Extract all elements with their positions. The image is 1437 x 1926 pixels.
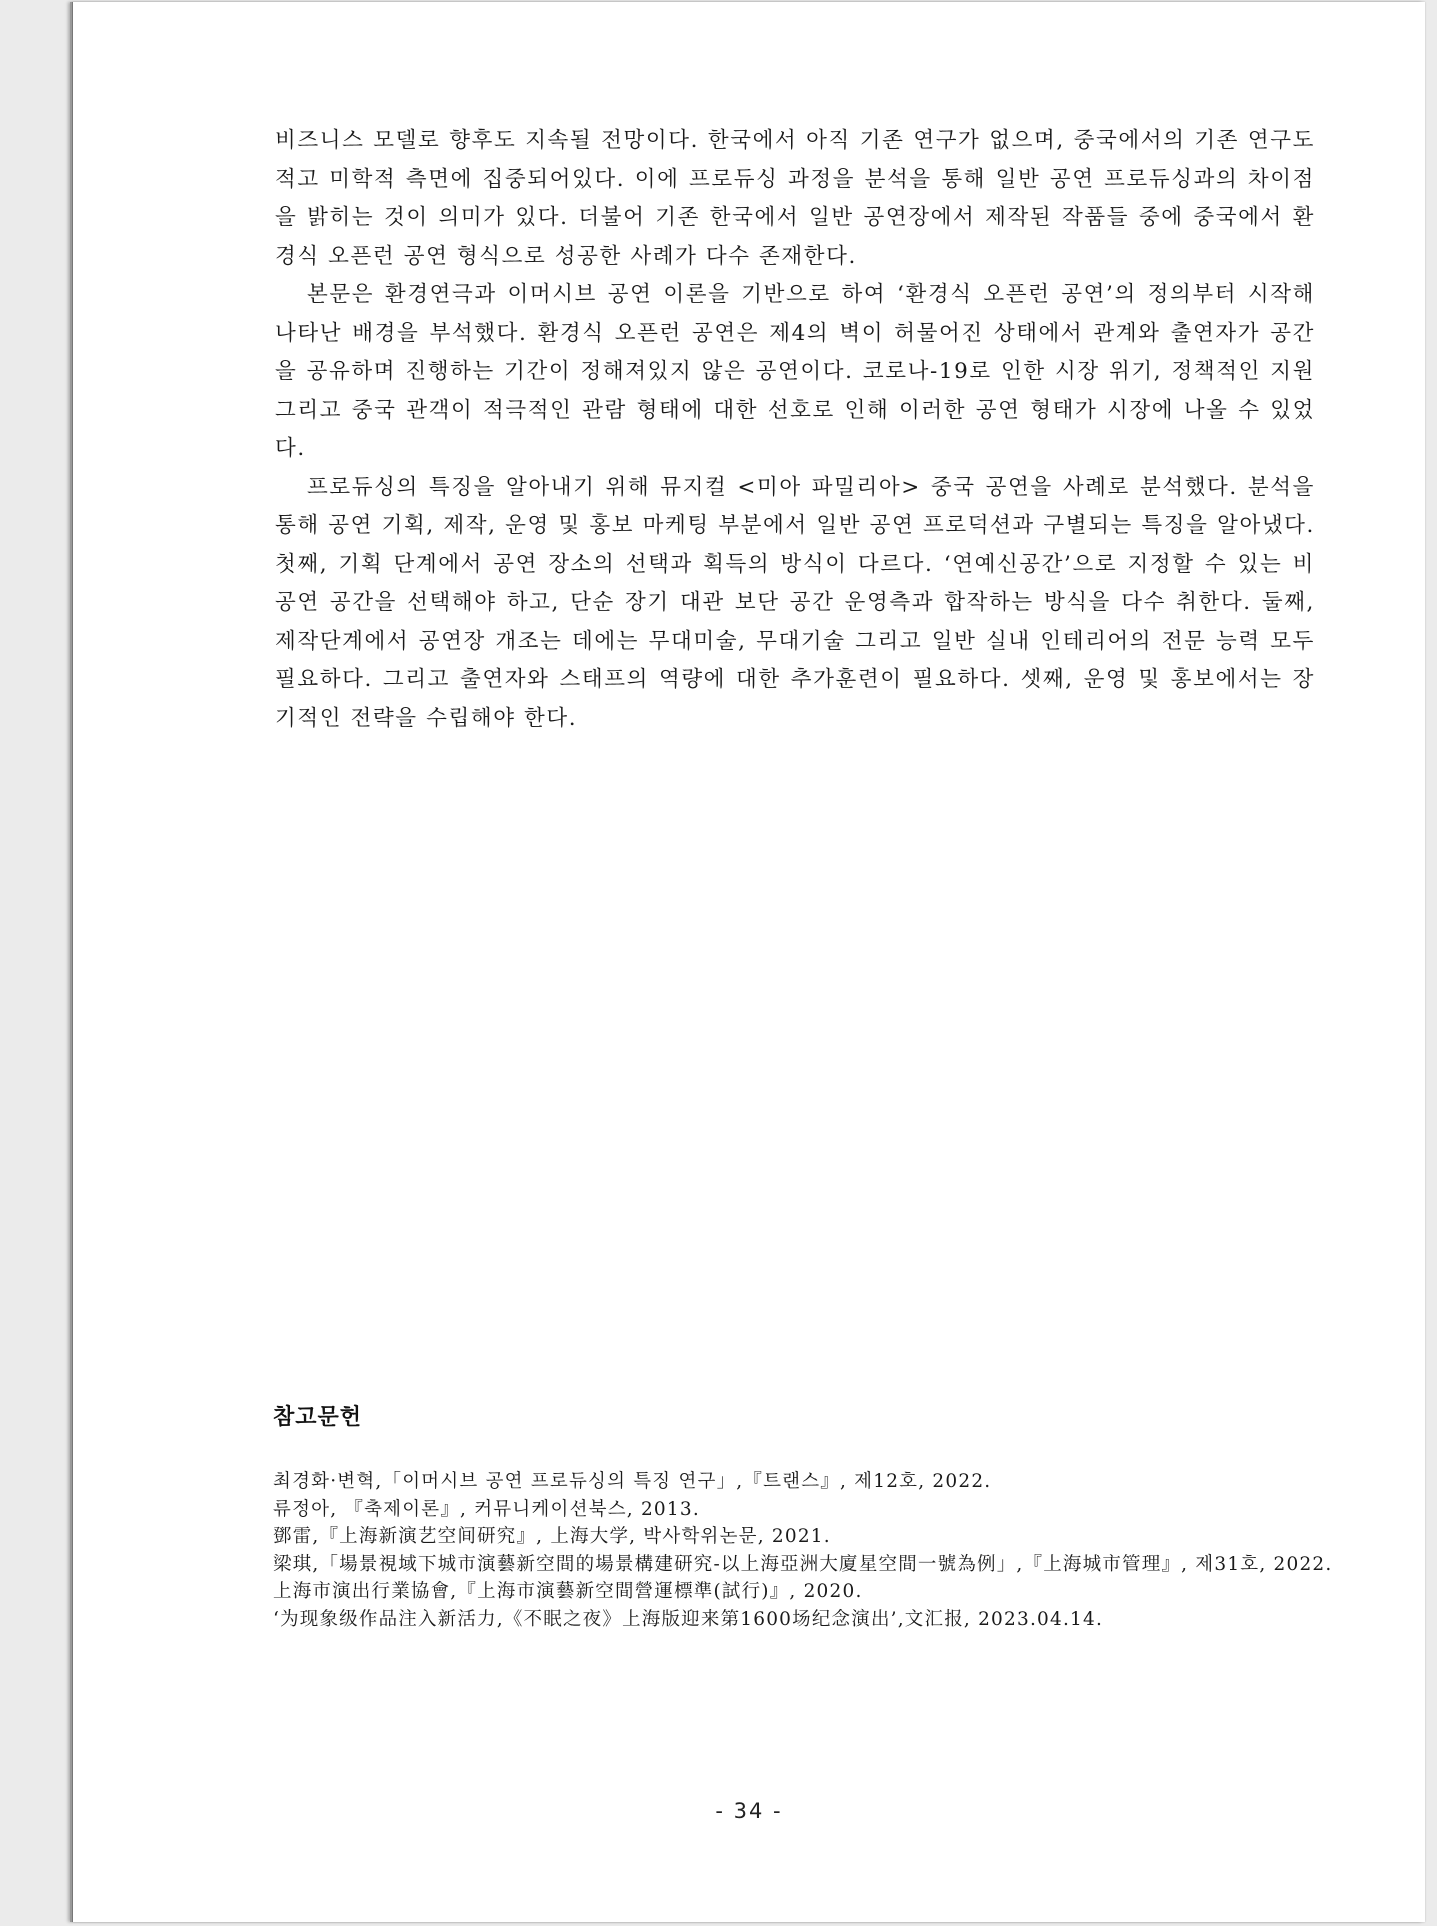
references-list (273, 1468, 1333, 1633)
document-page (72, 2, 1425, 1922)
reference-item: ‘为现象级作品注入新活力,《不眠之夜》上海版迎来第1600场纪念演出’,文汇报, 2023.04.14. (273, 1608, 1104, 1630)
reference-item: 鄧雷,『上海新演艺空间研究』, 上海大学, 박사학위논문, 2021. (273, 1526, 831, 1547)
page-number: - 34 - (715, 1799, 783, 1823)
reference-item: 上海市演出行業協會,『上海市演藝新空間營運標準(試行)』, 2020. (273, 1581, 863, 1602)
references-heading: 참고문헌 (273, 1404, 363, 1430)
paragraph-1: 비즈니스 모델로 향후도 지속될 전망이다. 한국에서 아직 기존 연구가 없으며, 중국에서의 기존 연구도 적고 미학적 측면에 집중되어있다. 이에 프로듀싱 과정을 분석을 통해 일반 공연 프로듀싱과의 차이점을 밝히는 것이 의미가 있다. 더불어 기존 한국에서 일반 공연장에서 제작된 작품들 중에 중국에서 환경식 오픈런 공연 형식으로 성공한 사례가 다수 존재한다. (275, 128, 1315, 269)
reference-item: 梁琪,「場景視域下城市演藝新空間的場景構建研究-以上海亞洲大廈星空間一號為例」,『上海城市管理』, 제31호, 2022. (273, 1553, 1333, 1575)
paragraph-3: 프로듀싱의 특징을 알아내기 위해 뮤지컬 <미아 파밀리아> 중국 공연을 사례로 분석했다. 분석을 통해 공연 기획, 제작, 운영 및 홍보 마케팅 부분에서 일반 공연 프로덕션과 구별되는 특징을 알아냈다. 첫째, 기획 단계에서 공연 장소의 선택과 획득의 방식이 다르다. ‘연예신공간’으로 지정할 수 있는 비 공연 공간을 선택해야 하고, 단순 장기 대관 보단 공간 운영측과 합작하는 방식을 다수 취한다. 둘째, 제작단계에서 공연장 개조는 데에는 무대미술, 무대기술 그리고 일반 실내 인테리어의 전문 능력 모두 필요하다. 그리고 출연자와 스태프의 역량에 대한 추가훈련이 필요하다. 셋째, 운영 및 홍보에서는 장기적인 전략을 수립해야 한다. (275, 474, 1315, 731)
paragraph-2: 본문은 환경연극과 이머시브 공연 이론을 기반으로 하여 ‘환경식 오픈런 공연’의 정의부터 시작해 나타난 배경을 부석했다. 환경식 오픈런 공연은 제4의 벽이 허물어진 상태에서 관계와 출연자가 공간을 공유하며 진행하는 기간이 정해져있지 않은 공연이다. 코로나-19로 인한 시장 위기, 정책적인 지원 그리고 중국 관객이 적극적인 관람 형태에 대한 선호로 인해 이러한 공연 형태가 시장에 나올 수 있었다. (275, 282, 1315, 461)
reference-item: 최경화·변혁,「이머시브 공연 프로듀싱의 특징 연구」,『트랜스』, 제12호, 2022. (273, 1471, 992, 1492)
body-text (275, 122, 1315, 738)
reference-item: 류정아, 『축제이론』, 커뮤니케이션북스, 2013. (273, 1498, 700, 1520)
